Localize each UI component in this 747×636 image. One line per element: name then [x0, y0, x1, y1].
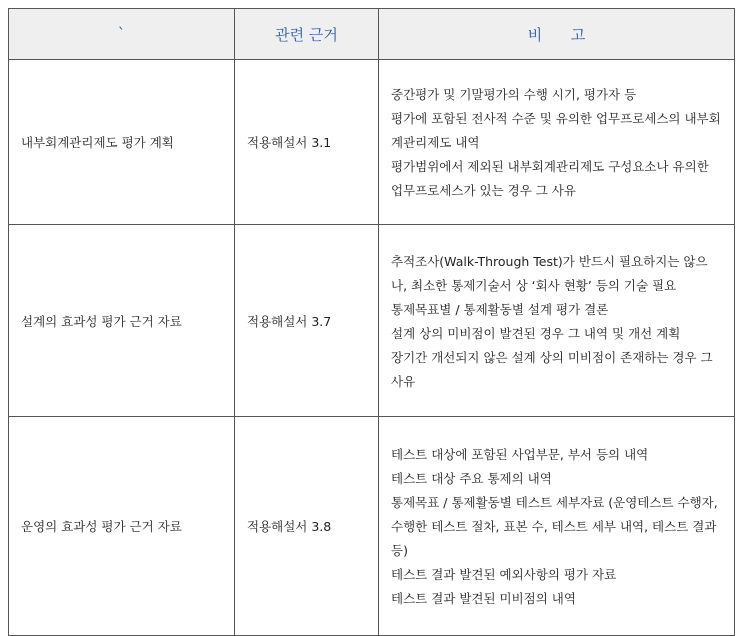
header-col-notes: 비 고 — [379, 9, 735, 60]
note-item: 중간평가 및 기말평가의 수행 시기, 평가자 등 — [391, 87, 637, 102]
note-item: 장기간 개선되지 않은 설계 상의 미비점이 존재하는 경우 그 사유 — [391, 349, 713, 389]
note-item: 평가범위에서 제외된 내부회계관리제도 구성요소나 유의한 업무프로세스가 있는 경우 그 사유 — [391, 159, 709, 198]
row-item: 내부회계관리제도 평가 계획 — [9, 60, 235, 225]
row-notes — [379, 417, 735, 636]
note-item: 테스트 결과 발견된 예외사항의 평가 자료 — [391, 567, 617, 582]
evaluation-table-wrapper — [8, 8, 735, 636]
note-item: 설계 상의 미비점이 발견된 경우 그 내역 및 개선 계획 — [391, 325, 681, 341]
note-item: 통제목표별 / 통제활동별 설계 평가 결론 — [391, 301, 609, 317]
header-col-basis: 관련 근거 — [235, 9, 379, 60]
table-row — [9, 225, 735, 417]
row-basis: 적용해설서 3.7 — [235, 225, 379, 417]
header-col-1: ` — [9, 9, 235, 60]
note-item: 테스트 대상에 포함된 사업부문, 부서 등의 내역 — [391, 447, 649, 462]
table-row — [9, 417, 735, 636]
row-item: 설계의 효과성 평가 근거 자료 — [9, 225, 235, 417]
row-notes — [379, 60, 735, 225]
header-row — [9, 9, 735, 60]
table-row — [9, 60, 735, 225]
note-item: 통제목표 / 통제활동별 테스트 세부자료 (운영테스트 수행자, 수행한 테스트 절차, 표본 수, 테스트 세부 내역, 테스트 결과 등) — [391, 495, 718, 558]
row-basis: 적용해설서 3.1 — [235, 60, 379, 225]
note-item: 평가에 포함된 전사적 수준 및 유의한 업무프로세스의 내부회계관리제도 내역 — [391, 111, 721, 150]
row-basis: 적용해설서 3.8 — [235, 417, 379, 636]
evaluation-table — [8, 8, 735, 636]
note-item: 테스트 결과 발견된 미비점의 내역 — [391, 591, 576, 606]
note-item: 추적조사(Walk-Through Test)가 반드시 필요하지는 않으나, 최소한 통제기술서 상 ‘회사 현황’ 등의 기술 필요 — [391, 253, 708, 293]
row-item: 운영의 효과성 평가 근거 자료 — [9, 417, 235, 636]
row-notes — [379, 225, 735, 417]
note-item: 테스트 대상 주요 통제의 내역 — [391, 471, 552, 486]
